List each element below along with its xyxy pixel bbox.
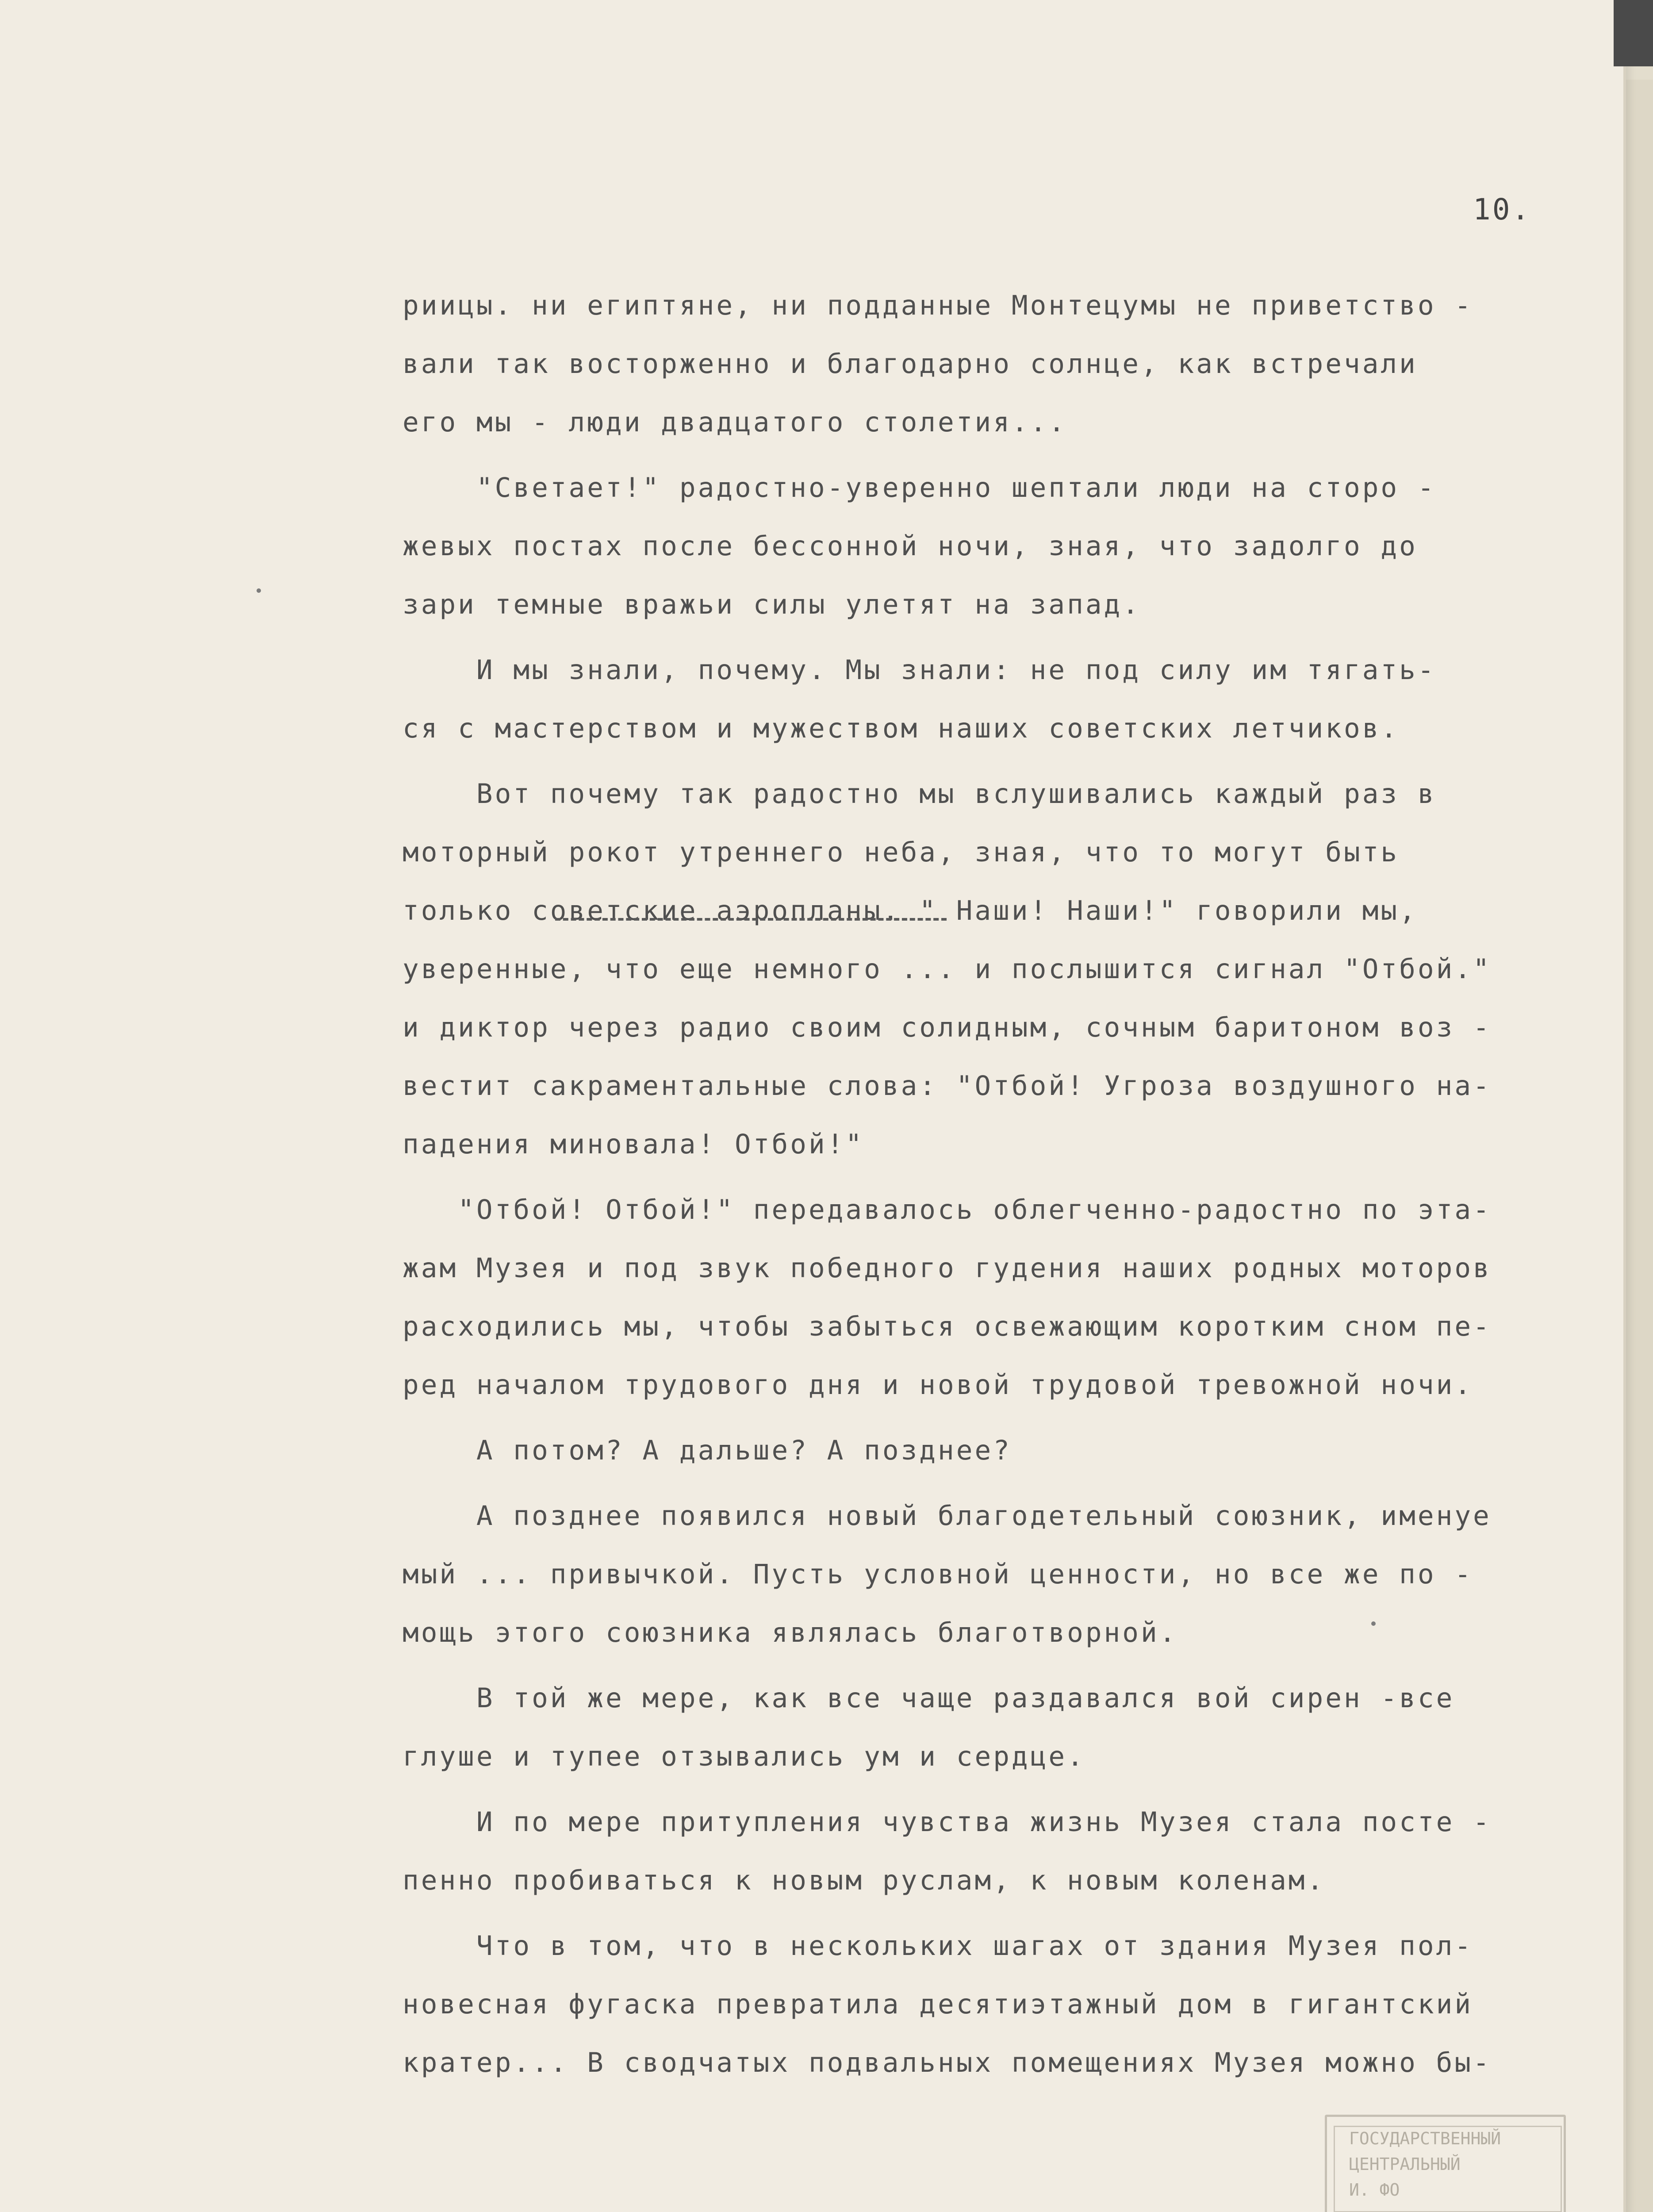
- text-line: зари темные вражьи силы улетят на запад.: [403, 589, 1141, 620]
- text-line: ся с мастерством и мужеством наших советских летчиков.: [403, 713, 1400, 744]
- page-corner-shadow: [1614, 0, 1653, 66]
- text-line: "Светает!" радостно-уверенно шептали люди на сторо -: [403, 472, 1436, 503]
- typed-text-body: [403, 276, 1592, 2092]
- text-line: ред началом трудового дня и новой трудовой тревожной ночи.: [403, 1369, 1473, 1401]
- paragraph-gap: [403, 758, 1592, 765]
- text-line: риицы. ни египтяне, ни подданные Монтецумы не приветство -: [403, 290, 1473, 321]
- paragraph-gap: [403, 1662, 1592, 1669]
- text-line: А позднее появился новый благодетельный союзник, именуе: [403, 1500, 1492, 1532]
- text-line: Вот почему так радостно мы вслушивались каждый раз в: [403, 778, 1436, 810]
- text-line: пенно пробиваться к новым руслам, к новым коленам.: [403, 1865, 1326, 1896]
- paragraph-gap: [403, 1174, 1592, 1181]
- text-line: вали так восторженно и благодарно солнце, как встречали: [403, 348, 1418, 380]
- paragraph-gap: [403, 1910, 1592, 1917]
- ink-speck: [1371, 1621, 1376, 1626]
- stamp-line-2: ЦЕНТРАЛЬНЫЙ: [1349, 2154, 1461, 2174]
- text-line: В той же мере, как все чаще раздавался вой сирен -все: [403, 1682, 1455, 1714]
- text-line: только советские аэропланы. " Наши! Наши!" говорили мы,: [403, 895, 1418, 926]
- stamp-line-1: ГОСУДАРСТВЕННЫЙ: [1349, 2129, 1501, 2148]
- page-number: 10.: [1473, 192, 1531, 227]
- text-line: "Отбой! Отбой!" передавалось облегченно-радостно по эта-: [403, 1194, 1492, 1225]
- text-line: моторный рокот утреннего неба, зная, что то могут быть: [403, 837, 1400, 868]
- text-line: Что в том, что в нескольких шагах от здания Музея пол-: [403, 1930, 1473, 1962]
- text-line: вестит сакраментальные слова: "Отбой! Угроза воздушного на-: [403, 1070, 1492, 1102]
- text-line: И мы знали, почему. Мы знали: не под силу им тягать-: [403, 654, 1436, 686]
- paragraph-gap: [403, 1480, 1592, 1487]
- paragraph-gap: [403, 1414, 1592, 1421]
- text-line: падения миновала! Отбой!": [403, 1129, 864, 1160]
- paragraph-gap: [403, 452, 1592, 459]
- text-line: И по мере притупления чувства жизнь Музея стала посте -: [403, 1806, 1492, 1838]
- paragraph-gap: [403, 634, 1592, 641]
- text-line: и диктор через радио своим солидным, сочным баритоном воз -: [403, 1012, 1492, 1043]
- text-line: жевых постах после бессонной ночи, зная, что задолго до: [403, 530, 1418, 562]
- text-line: мощь этого союзника являлась благотворной.: [403, 1617, 1178, 1648]
- text-line: кратер... В сводчатых подвальных помещениях Музея можно бы-: [403, 2047, 1492, 2078]
- text-line: новесная фугаска превратила десятиэтажный дом в гигантский: [403, 1989, 1473, 2020]
- text-line: его мы - люди двадцатого столетия...: [403, 407, 1067, 438]
- text-line: А потом? А дальше? А позднее?: [403, 1435, 1012, 1466]
- text-line: глуше и тупее отзывались ум и сердце.: [403, 1741, 1085, 1772]
- ink-speck: [257, 588, 261, 593]
- stamp-line-3: И. ФО: [1349, 2180, 1400, 2200]
- archive-stamp: [1325, 2115, 1566, 2212]
- text-line: расходились мы, чтобы забыться освежающим коротким сном пе-: [403, 1311, 1492, 1342]
- text-line: уверенные, что еще немного ... и послышится сигнал "Отбой.": [403, 953, 1492, 985]
- stamp-border: [1334, 2126, 1562, 2212]
- paragraph-gap: [403, 1786, 1592, 1793]
- text-line: мый ... привычкой. Пусть условной ценности, но все же по -: [403, 1559, 1473, 1590]
- dashed-underline: [555, 918, 947, 921]
- text-line: жам Музея и под звук победного гудения наших родных моторов: [403, 1252, 1492, 1284]
